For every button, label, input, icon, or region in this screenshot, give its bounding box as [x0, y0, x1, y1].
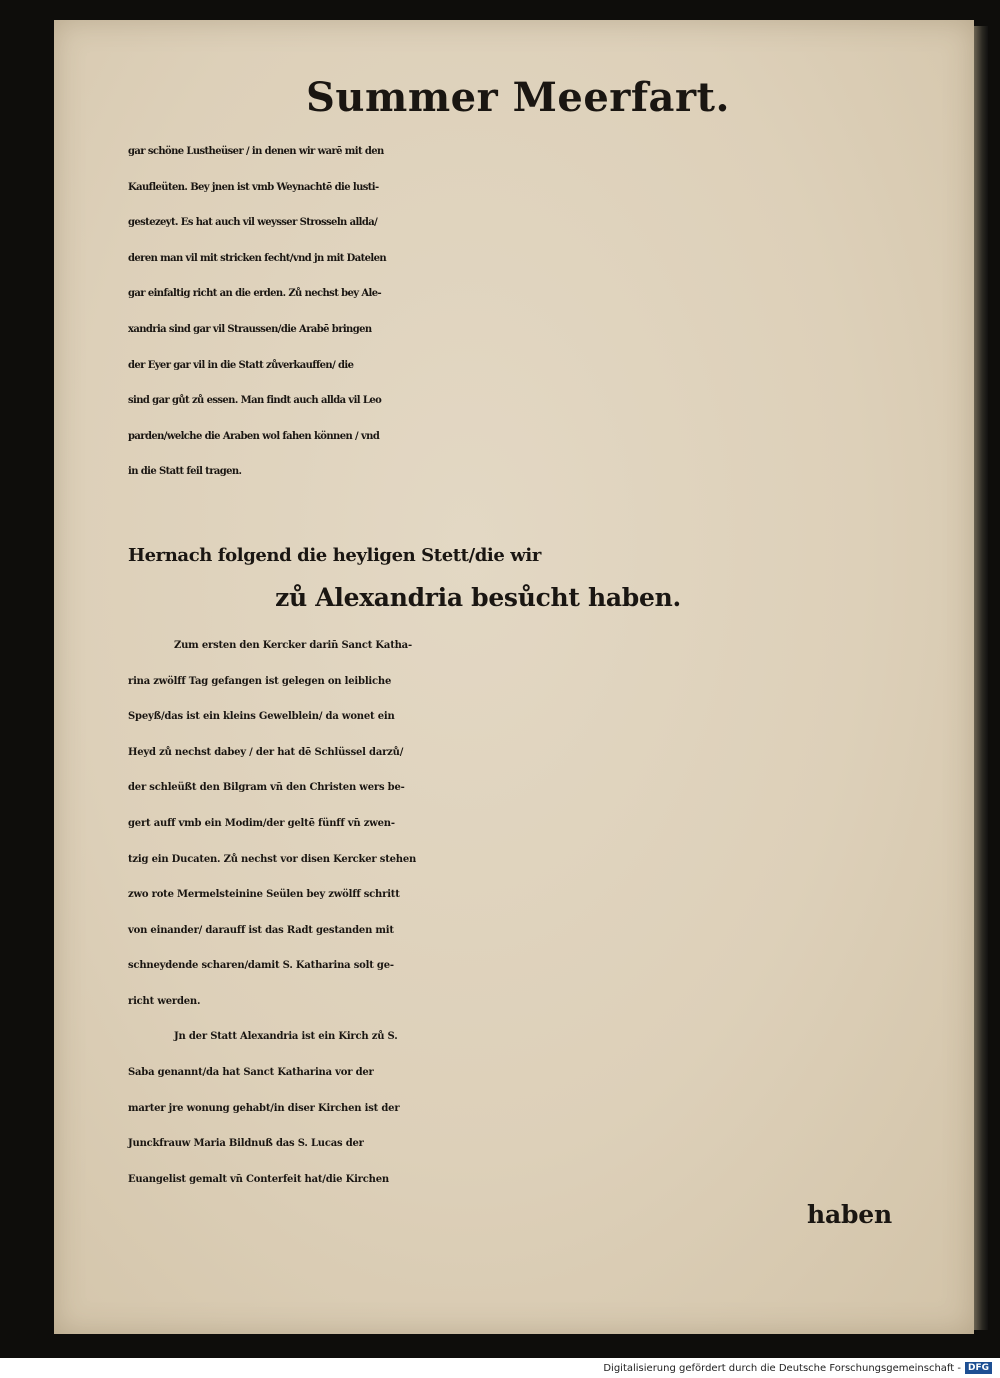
text-line: von einander/ darauff ist das Radt gestanden mit — [128, 924, 394, 936]
text-line: Saba genannt/da hat Sanct Katharina vor der — [128, 1067, 374, 1079]
paragraph-2 — [128, 628, 948, 1020]
text-line: parden/welche die Araben wol fahen können / vnd — [128, 430, 380, 442]
text-line: zwo rote Mermelsteinine Seülen bey zwölff schritt — [128, 889, 400, 901]
text-line: gar schöne Lustheüser / in denen wir warē mit den — [128, 146, 384, 157]
text-line: schneydende scharen/damit S. Katharina solt ge- — [128, 960, 394, 972]
text-line: der Eyer gar vil in die Statt zůverkauffen/ die — [128, 359, 354, 371]
text-line: der schleüßt den Bilgram vn̄ den Christen wers be- — [128, 782, 405, 794]
text-line: Junckfrauw Maria Bildnuß das S. Lucas der — [128, 1138, 364, 1150]
page-text — [128, 72, 948, 1233]
text-line: sind gar gůt zů essen. Man findt auch allda vil Leo — [128, 395, 382, 407]
paragraph-3 — [128, 1019, 948, 1197]
text-line: Euangelist gemalt vn̄ Conterfeit hat/die Kirchen — [128, 1173, 389, 1185]
text-line: Speyß/das ist ein kleins Gewelblein/ da wonet ein — [128, 711, 395, 723]
text-line: rina zwölff Tag gefangen ist gelegen on leibliche — [128, 675, 392, 687]
text-line: gert auff vmb ein Modim/der geltē fünff vn̄ zwen- — [128, 817, 395, 829]
catchword: haben — [807, 1200, 892, 1230]
text-line: Heyd zů nechst dabey / der hat dē Schlüssel darzů/ — [128, 746, 404, 758]
text-line: Kaufleüten. Bey jnen ist vmb Weynachtē die lusti- — [128, 181, 379, 193]
text-line: richt werden. — [128, 995, 201, 1007]
text-line: tzig ein Ducaten. Zů nechst vor disen Kercker stehen — [128, 853, 417, 865]
text-line: xandria sind gar vil Straussen/die Arabē bringen — [128, 323, 372, 335]
text-line: deren man vil mit stricken fecht/vnd jn mit Datelen — [128, 252, 387, 264]
section-subheading: zů Alexandria besůcht haben. — [275, 582, 681, 612]
section-heading: Hernach folgend die heyligen Stett/die wir — [128, 544, 541, 566]
digitization-footer — [603, 1362, 992, 1374]
dfg-logo[interactable]: DFG — [965, 1362, 992, 1374]
text-line: in die Statt feil tragen. — [128, 466, 242, 478]
text-line: gar einfaltig richt an die erden. Zů nechst bey Ale- — [128, 288, 382, 300]
page-edge — [974, 26, 988, 1330]
text-line: marter jre wonung gehabt/in diser Kirchen ist der — [128, 1102, 400, 1114]
text-line: Jn der Statt Alexandria ist ein Kirch zů S. — [174, 1031, 398, 1043]
running-title: Summer Meerfart. — [306, 74, 730, 121]
paragraph-1 — [128, 134, 948, 490]
text-line: gestezeyt. Es hat auch vil weysser Strosseln allda/ — [128, 217, 378, 229]
funding-credit: Digitalisierung gefördert durch die Deutsche Forschungsgemeinschaft - — [603, 1362, 961, 1374]
text-line: Zum ersten den Kercker darin̄ Sanct Katha- — [174, 639, 412, 651]
